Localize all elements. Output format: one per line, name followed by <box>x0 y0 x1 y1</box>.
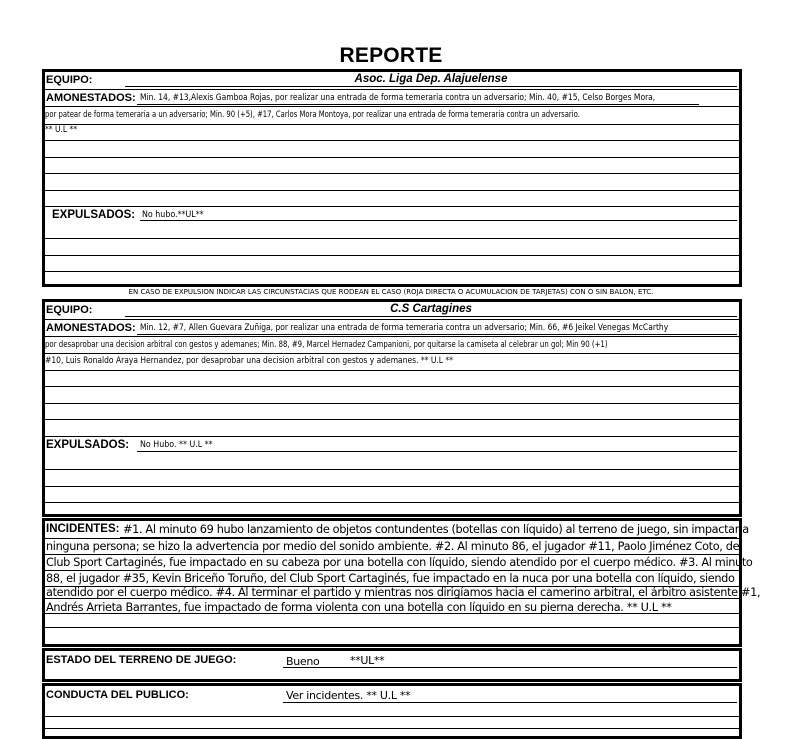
team1-amonestados-label: AMONESTADOS: <box>46 92 136 104</box>
team1-name: Asoc. Liga Dep. Alajuelense <box>354 73 508 85</box>
row-divider <box>45 173 739 191</box>
team2-section <box>42 299 742 517</box>
row-divider <box>45 486 739 503</box>
team1-amonestados-line-1: Min. 14, #13,Alexis Gamboa Rojas, por realizar una entrada de forma temeraria contra un adversario; Min. 40, #15, Celso Borges Mora, <box>140 93 656 103</box>
team1-amonestados-line-3: ** U.L ** <box>45 125 78 135</box>
team2-name: C.S Cartagines <box>390 303 472 315</box>
estado-terreno-label: ESTADO DEL TERRENO DE JUEGO: <box>46 654 237 666</box>
team2-amonestados-label: AMONESTADOS: <box>46 322 136 334</box>
row-divider <box>45 453 739 470</box>
incidentes-line-6: Andrés Arrieta Barrantes, fue impactado de forma violenta con una botella con líquido en su pierna derecha. ** U.L ** <box>46 601 672 614</box>
row-divider <box>45 419 739 437</box>
row-divider <box>45 255 739 272</box>
incidentes-label: INCIDENTES: <box>46 523 120 535</box>
estado-terreno-underline <box>283 667 737 668</box>
incidentes-line-2: ninguna persona; se hizo la advertencia por medio del sonido ambiente. #2. Al minuto 86, el jugador #11, Paolo Jiménez Coto, del <box>46 540 742 553</box>
team2-amonestados-line-1: Min. 12, #7, Allen Guevara Zuñiga, por realizar una entrada de forma temeraria contra un adversario; Min. 66, #6 Jeikel Venegas McCarthy <box>140 323 669 333</box>
row-divider <box>45 222 739 239</box>
row-divider <box>45 238 739 256</box>
expulsados-underline <box>140 220 737 221</box>
team1-section <box>42 69 742 287</box>
row-divider <box>45 703 739 717</box>
amonestados-underline <box>137 334 737 335</box>
estado-terreno-section <box>42 648 742 682</box>
row-divider <box>45 370 739 387</box>
row-divider <box>45 157 739 174</box>
estado-terreno-value: Bueno <box>286 655 320 668</box>
row-divider <box>45 403 739 420</box>
row-divider <box>45 124 739 141</box>
team2-equipo-label: EQUIPO: <box>46 304 93 316</box>
team2-expulsados-value: No Hubo. ** U.L ** <box>140 440 213 450</box>
team2-name-underline <box>125 316 737 317</box>
amonestados-underline <box>137 104 699 105</box>
expulsados-underline <box>137 451 737 452</box>
team2-amonestados-line-2: por desaprobar una decision arbitral con gestos y ademanes; Min. 88, #9, Marcel Hernadez Campanioni, por quitarse la camiseta al celebrar un gol; Min 90 (+1) <box>45 340 608 350</box>
team1-equipo-label: EQUIPO: <box>46 74 93 86</box>
incidentes-section <box>42 518 761 647</box>
row-divider <box>45 190 739 207</box>
row-divider <box>45 613 739 628</box>
team2-expulsados-label: EXPULSADOS: <box>46 439 130 451</box>
expulsion-note: EN CASO DE EXPULSION INDICAR LAS CIRCUNSTACIAS QUE RODEAN EL CASO (ROJA DIRECTA O ACUMULACION DE TARJETAS) CON O SIN BALON, ETC. <box>128 288 654 296</box>
row-divider <box>45 716 739 729</box>
incidentes-line-5: atendido por el cuerpo médico. #4. Al terminar el partido y mientras nos dirigíamos hacia el camerino arbitral, el árbitro asistente #1, <box>46 586 761 599</box>
conducta-publico-value: Ver incidentes. ** U.L ** <box>286 689 411 702</box>
row-divider <box>45 469 739 487</box>
team1-expulsados-label: EXPULSADOS: <box>52 209 136 221</box>
conducta-publico-label: CONDUCTA DEL PUBLICO: <box>46 689 189 701</box>
incidentes-line-1: #1. Al minuto 69 hubo lanzamiento de objetos contundentes (botellas con líquido) al terreno de juego, sin impactar a <box>123 523 749 536</box>
team1-name-underline <box>125 86 737 87</box>
conducta-publico-section <box>42 683 742 739</box>
incidentes-line-3: Club Sport Cartaginés, fue impactado en su cabeza por una botella con líquido, siendo atendido por el cuerpo médico. #3. Al minuto <box>46 556 753 569</box>
team1-expulsados-value: No hubo.**UL** <box>142 210 204 220</box>
team2-amonestados-line-3: #10, Luis Ronaldo Araya Hernandez, por desaprobar una decision arbitral con gestos y ademanes. ** U.L ** <box>45 356 453 366</box>
report-title: REPORTE <box>339 44 443 67</box>
incidentes-line-4: 88, el jugador #35, Kevin Briceño Toruño, del Club Sport Cartaginés, fue impactado en la nuca por una botella con líquido, siendo <box>46 572 735 585</box>
estado-terreno-note: **UL** <box>350 654 385 667</box>
team1-amonestados-line-2: por patear de forma temeraria a un adversario; Min. 90 (+5), #17, Carlos Mora Montoya, por realizar una entrada de forma temeraria contra un adversario. <box>45 110 580 120</box>
row-divider <box>45 140 739 158</box>
row-divider <box>45 386 739 404</box>
